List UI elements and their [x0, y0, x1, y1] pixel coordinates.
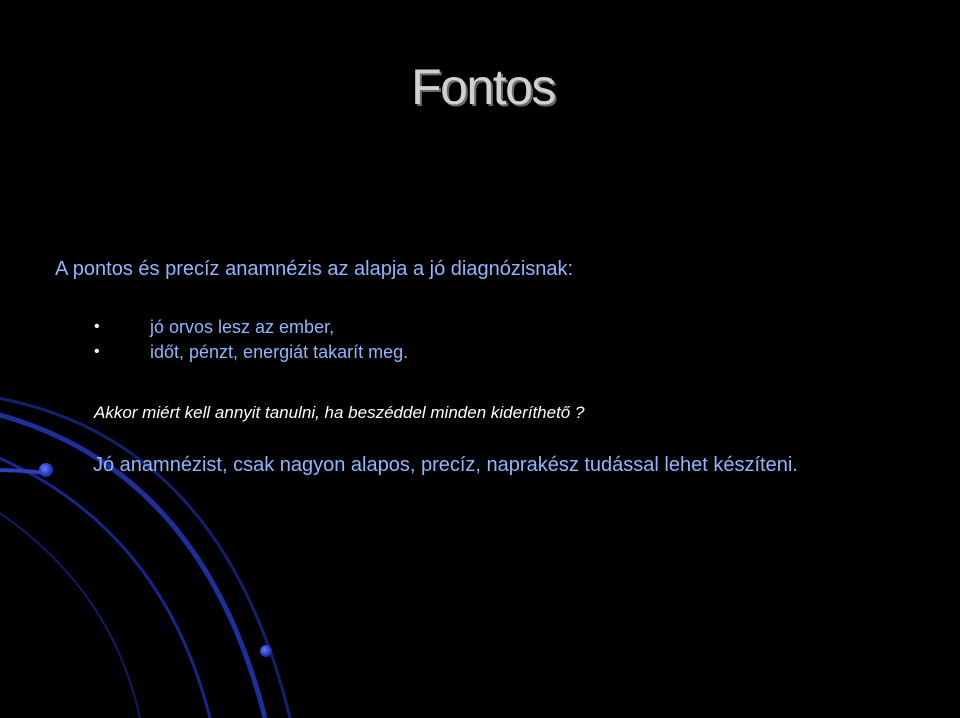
- decorative-arc-3: [0, 450, 210, 718]
- bullet-icon: •: [94, 343, 100, 360]
- decorative-arc-1: [0, 395, 290, 718]
- bullet-text: jó orvos lesz az ember,: [150, 317, 335, 337]
- bullet-text: időt, pénzt, energiát takarít meg.: [150, 342, 409, 362]
- question-text: Akkor miért kell annyit tanulni, ha beszéddel minden kideríthető ?: [94, 403, 585, 422]
- slide-title: Fontos: [411, 59, 555, 115]
- decorative-dot-2: [260, 645, 272, 657]
- intro-text: A pontos és precíz anamnézis az alapja a jó diagnózisnak:: [55, 258, 574, 280]
- conclusion-text: Jó anamnézist, csak nagyon alapos, precíz, naprakész tudással lehet készíteni.: [93, 454, 798, 476]
- decorative-dot-1: [39, 463, 53, 477]
- bullet-icon: •: [94, 318, 100, 335]
- decorative-arc-4: [0, 500, 140, 718]
